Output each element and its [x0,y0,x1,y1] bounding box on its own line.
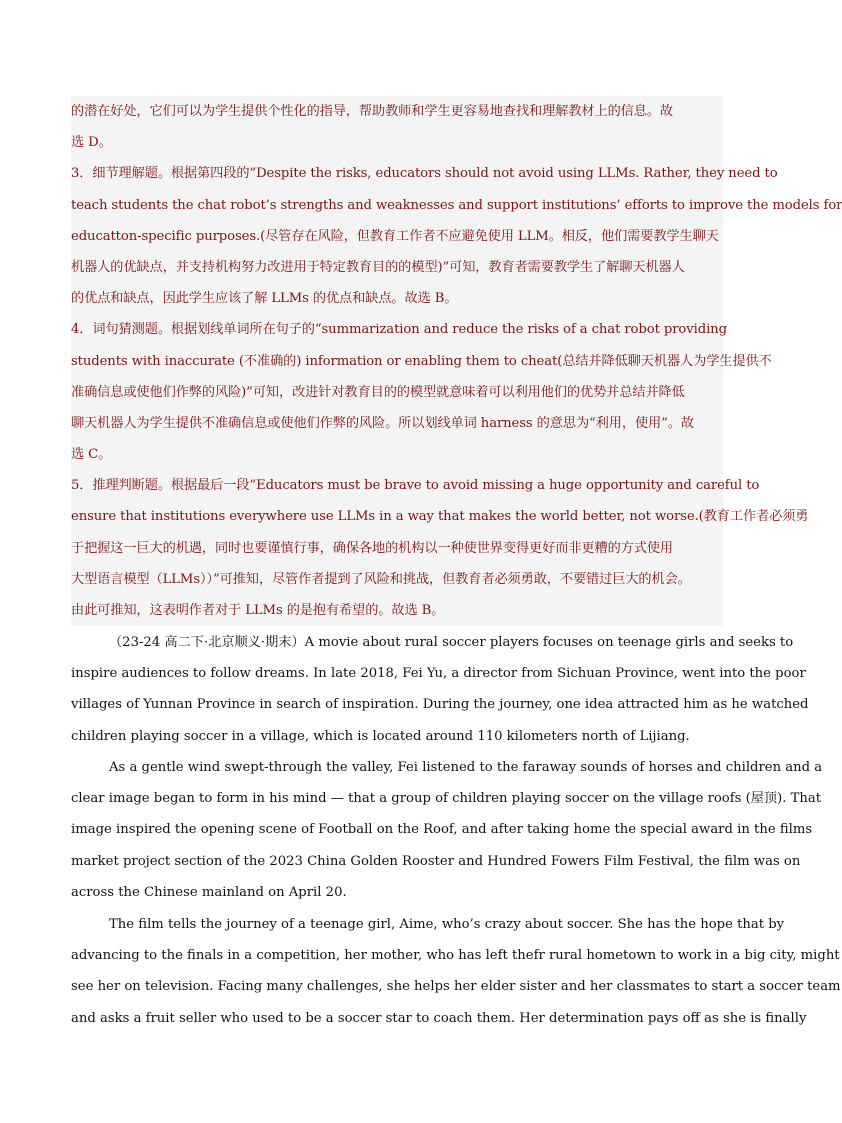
passage-line: The film tells the journey of a teenage girl, Aime, who’s crazy about soccer. She has the hope that by [109,917,785,932]
answer-line: 3．细节理解题。根据第四段的“Despite the risks, educators should not avoid using LLMs. Rather, they need to [71,166,778,182]
answer-line: 的优点和缺点，因此学生应该了解 LLMs 的优点和缺点。故选 B。 [71,291,458,307]
answer-line: 5．推理判断题。根据最后一段“Educators must be brave to avoid missing a huge opportunity and careful to [71,478,760,494]
passage-line: （23-24 高二下·北京顺义·期末）A movie about rural soccer players focuses on teenage girls and seeks to [109,635,794,650]
passage-line: market project section of the 2023 China Golden Rooster and Hundred Fowers Film Festival, the film was on [71,853,801,869]
answer-line: 聊天机器人为学生提供不准确信息或使他们作弊的风险。所以划线单词 harness 的意思为“利用，使用”。故 [71,415,694,431]
answer-line: 大型语言模型（LLMs））”可推知，尽管作者提到了风险和挑战，但教育者必须勇敢，不要错过巨大的机会。 [71,571,691,587]
passage-line: As a gentle wind swept-through the valley, Fei listened to the faraway sounds of horses and children and a [109,760,823,775]
answer-line: educatton-specific purposes.(尽管存在风险，但教育工作者不应避免使用 LLM。相反，他们需要教学生聊天 [71,228,719,244]
answer-line: 机器人的优缺点，并支持机构努力改进用于特定教育目的的模型)”可知，教育者需要教学生了解聊天机器人 [71,259,685,275]
passage-paragraph-1 [71,627,809,752]
passage-line: villages of Yunnan Province in search of inspiration. During the journey, one idea attracted him as he watched [71,697,809,713]
passage-line: image inspired the opening scene of Football on the Roof, and after taking home the special award in the films [71,822,813,838]
passage-paragraph-3 [71,909,841,1034]
answer-line: students with inaccurate (不准确的) information or enabling them to cheat(总结并降低聊天机器人为学生提供不 [71,353,772,369]
answer-line: 于把握这一巨大的机遇，同时也要谨慎行事，确保各地的机构以一种使世界变得更好而非更糟的方式使用 [71,540,674,556]
answer-line: ensure that institutions everywhere use LLMs in a way that makes the world better, not worse.(教育工作者必须勇 [71,509,809,525]
passage-line: inspire audiences to follow dreams. In late 2018, Fei Yu, a director from Sichuan Province, went into the poor [71,666,806,682]
answer-line: teach students the chat robot’s strengths and weaknesses and support institutions’ efforts to improve the models for [71,197,842,213]
answer-line: 准确信息或使他们作弊的风险)”可知，改进针对教育目的的模型就意味着可以利用他们的优势并总结并降低 [71,384,685,400]
answer-line: 选 D。 [71,135,112,151]
answer-line: 由此可推知，这表明作者对于 LLMs 的是抱有希望的。故选 B。 [71,603,445,618]
passage-paragraph-2 [71,752,823,908]
passage-line: and asks a fruit seller who used to be a soccer star to coach them. Her determination pays off as she is finally [71,1010,807,1026]
answer-line: 4．词句猜测题。根据划线单词所在句子的“summarization and reduce the risks of a chat robot providing [71,322,727,338]
passage-line: children playing soccer in a village, which is located around 110 kilometers north of Lijiang. [71,728,690,744]
answer-line: 选 C。 [71,447,112,463]
passage-line: clear image began to form in his mind — that a group of children playing soccer on the village roofs (屋顶). That [71,791,822,807]
answer-line: 的潜在好处，它们可以为学生提供个性化的指导，帮助教师和学生更容易地查找和理解教材上的信息。故 [71,104,674,119]
passage-line: see her on television. Facing many challenges, she helps her elder sister and her classmates to start a soccer team [71,979,841,995]
answer-explanation-block [71,96,842,626]
passage-line: across the Chinese mainland on April 20. [71,884,347,900]
passage-line: advancing to the finals in a competition, her mother, who has left thefr rural hometown to work in a big city, might [71,948,840,964]
